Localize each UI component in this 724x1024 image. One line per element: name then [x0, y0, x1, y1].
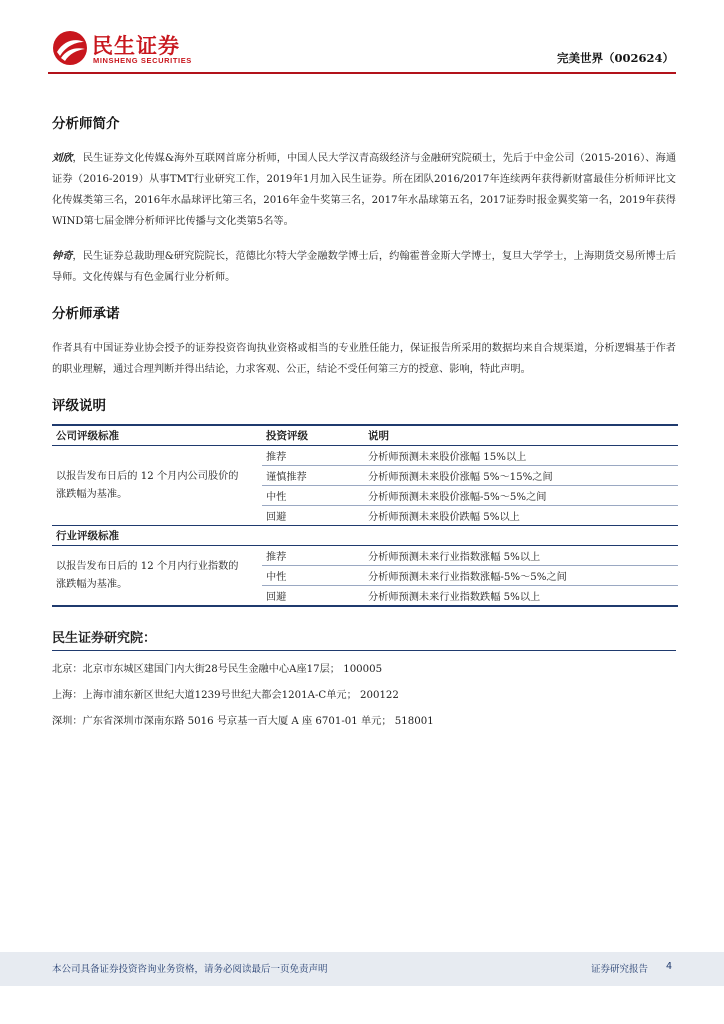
address-shanghai: 上海：上海市浦东新区世纪大道1239号世纪大都会1201A-C单元； 200122: [52, 690, 399, 701]
rating-title: 评级说明: [52, 398, 106, 414]
minsheng-logo: [52, 30, 202, 70]
desc-cell: 分析师预测未来股价跌幅 5%以上: [364, 506, 678, 526]
footer-disclaimer: 本公司具备证券投资咨询业务资格，请务必阅读最后一页免责声明: [52, 964, 328, 975]
page-header: [0, 0, 724, 80]
address-list: [52, 657, 676, 735]
analyst-name: 钟奇: [52, 250, 73, 262]
col-standard: 公司评级标准: [52, 425, 262, 446]
footer-report-type: 证券研究报告: [590, 964, 648, 975]
grade-cell: 推荐: [262, 446, 364, 466]
col-grade: 投资评级: [262, 425, 364, 446]
industry-basis: 以报告发布日后的 12 个月内行业指数的涨跌幅为基准。: [52, 546, 262, 607]
address-shenzhen: 深圳：广东省深圳市深南东路 5016 号京基一百大厦 A 座 6701-01 单元； 518001: [52, 716, 434, 727]
grade-cell: 回避: [262, 586, 364, 607]
company-basis: 以报告发布日后的 12 个月内公司股价的涨跌幅为基准。: [52, 446, 262, 526]
industry-standard: 行业评级标准: [52, 526, 262, 546]
address-beijing: 北京：北京市东城区建国门内大街28号民生金融中心A座17层； 100005: [52, 664, 383, 675]
analyst-bio: [52, 246, 676, 288]
logo-text-en: MINSHENG SECURITIES: [93, 56, 192, 65]
minsheng-logo-icon: [52, 30, 88, 66]
rating-table-header: [52, 425, 678, 446]
analyst-name: 刘欣: [52, 152, 73, 164]
commitment-text: 作者具有中国证券业协会授予的证券投资咨询执业资格或相当的专业胜任能力，保证报告所采用的数据均来自合规渠道，分析逻辑基于作者的职业理解，通过合理判断并得出结论，力求客观、公正，结论不受任何第三方的授意、影响，特此声明。: [52, 343, 676, 375]
page-number: 4: [665, 961, 672, 972]
rating-table: [52, 424, 678, 607]
desc-cell: 分析师预测未来行业指数涨幅-5%～5%之间: [364, 566, 678, 586]
header-divider: [48, 72, 676, 74]
analyst-bio: [52, 148, 676, 232]
desc-cell: 分析师预测未来行业指数跌幅 5%以上: [364, 586, 678, 607]
industry-header-row: [52, 526, 678, 546]
col-desc: 说明: [364, 425, 678, 446]
institute-title: 民生证券研究院：: [52, 627, 676, 651]
commitment-title: 分析师承诺: [52, 306, 120, 322]
grade-cell: 谨慎推荐: [262, 466, 364, 486]
grade-cell: 推荐: [262, 546, 364, 566]
grade-cell: 回避: [262, 506, 364, 526]
page-content: [52, 112, 676, 735]
desc-cell: 分析师预测未来股价涨幅-5%～5%之间: [364, 486, 678, 506]
logo-text-cn: 民生证券: [92, 34, 180, 58]
analyst-intro-title: 分析师简介: [52, 116, 120, 132]
grade-cell: 中性: [262, 566, 364, 586]
table-row: [52, 546, 678, 566]
analyst-bio-text: ，民生证券文化传媒&海外互联网首席分析师，中国人民大学汉青高级经济与金融研究院硕士，先后于中金公司（2015-2016）、海通证券（2016-2019）从事TMT行业研究工作，2019年1月加入民生证券。所在团队2016/2017年连续两年获得新财富最佳分析师评比文化传媒类第三名，2016年水晶球评比第三名，2016年金牛奖第三名，2017年水晶球第五名，2017证券时报金翼奖第一名，2019年获得WIND第七届金牌分析师评比传播与文化类第5名等。: [52, 153, 677, 227]
table-row: [52, 446, 678, 466]
page-footer: [0, 952, 724, 986]
desc-cell: 分析师预测未来股价涨幅 15%以上: [364, 446, 678, 466]
desc-cell: 分析师预测未来行业指数涨幅 5%以上: [364, 546, 678, 566]
analyst-bio-text: ，民生证券总裁助理&研究院院长，范德比尔特大学金融数学博士后，约翰霍普金斯大学博士，复旦大学学士，上海期货交易所博士后导师。文化传媒与有色金属行业分析师。: [52, 251, 677, 283]
desc-cell: 分析师预测未来股价涨幅 5%～15%之间: [364, 466, 678, 486]
grade-cell: 中性: [262, 486, 364, 506]
company-ticker: 完美世界（002624）: [556, 51, 674, 65]
